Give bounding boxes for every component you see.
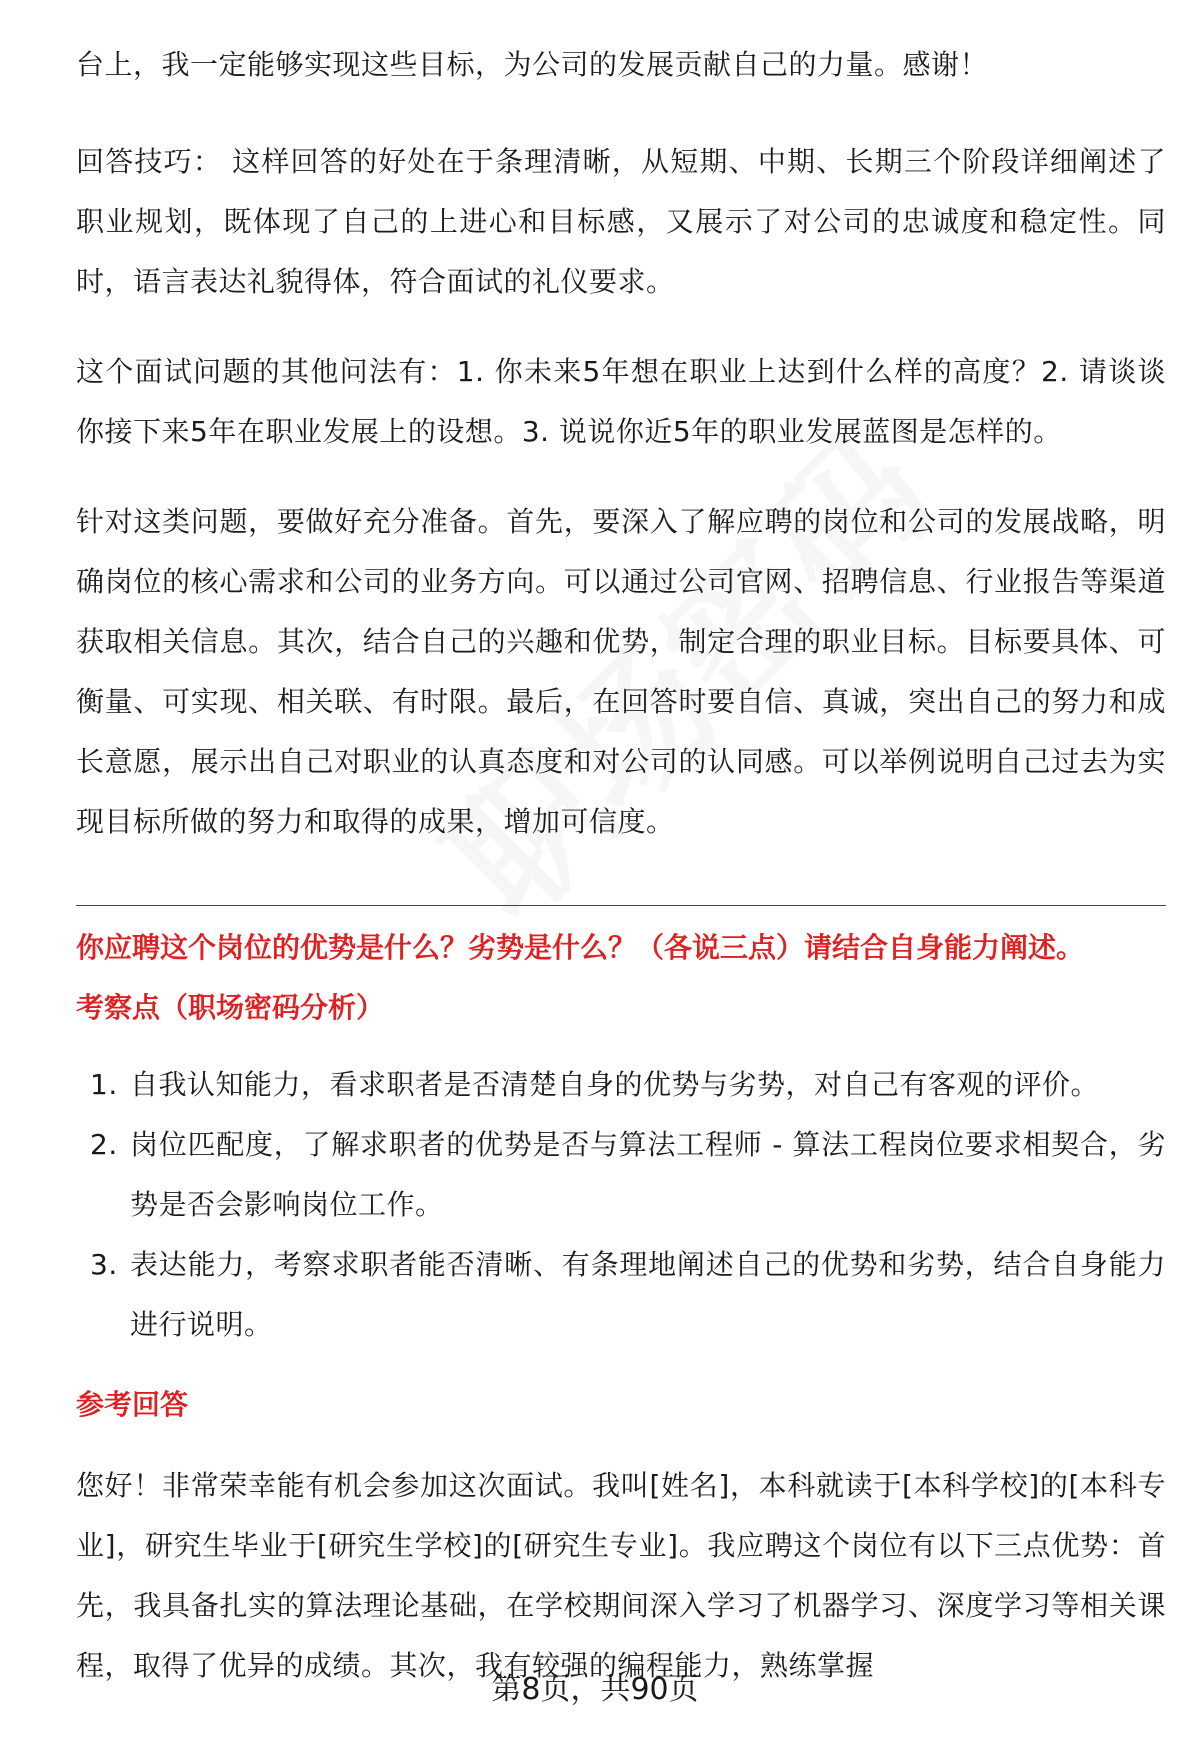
preparation-paragraph: 针对这类问题，要做好充分准备。首先，要深入了解应聘的岗位和公司的发展战略，明确岗位的核心需求和公司的业务方向。可以通过公司官网、招聘信息、行业报告等渠道获取相关信息。其次，结合自己的兴趣和优势，制定合理的职业目标。目标要具体、可衡量、可实现、相关联、有时限。最后，在回答时要自信、真诚，突出自己的努力和成长意愿，展示出自己对职业的认真态度和对公司的认同感。可以举例说明自己过去为实现目标所做的努力和取得的成果，增加可信度。 (76, 505, 1166, 838)
list-item: 2. 岗位匹配度，了解求职者的优势是否与算法工程师 - 算法工程岗位要求相契合，劣势是否会影响岗位工作。 (90, 1128, 1166, 1221)
list-item: 3. 表达能力，考察求职者能否清晰、有条理地阐述自己的优势和劣势，结合自身能力进行说明。 (90, 1248, 1166, 1341)
preparation-block (76, 492, 1166, 852)
examine-heading: 考察点（职场密码分析） (76, 991, 385, 1024)
list-item: 1. 自我认知能力，看求职者是否清楚自身的优势与劣势，对自己有客观的评价。 (90, 1068, 1100, 1101)
question-block (76, 918, 1166, 1038)
tip-paragraph: 回答技巧： 这样回答的好处在于条理清晰，从短期、中期、长期三个阶段详细阐述了职业规划，既体现了自己的上进心和目标感，又展示了对公司的忠诚度和稳定性。同时，语言表达礼貌得体，符合面试的礼仪要求。 (76, 145, 1166, 298)
tip-block (76, 132, 1166, 312)
reference-answer: 您好！非常荣幸能有机会参加这次面试。我叫[姓名]，本科就读于[本科学校]的[本科专业]，研究生毕业于[研究生学校]的[研究生专业]。我应聘这个岗位有以下三点优势：首先，我具备扎实的算法理论基础，在学校期间深入学习了机器学习、深度学习等相关课程，取得了优异的成绩。其次，我有较强的编程能力，熟练掌握 (76, 1469, 1166, 1682)
section-divider (76, 905, 1166, 906)
reference-answer-block (76, 1456, 1166, 1696)
reference-heading: 参考回答 (76, 1388, 189, 1421)
points-block (76, 1055, 1166, 1355)
other-questions-block (76, 342, 1166, 462)
points-list (76, 1055, 1166, 1355)
intro-line-block (76, 35, 1166, 95)
other-questions-paragraph: 这个面试问题的其他问法有：1. 你未来5年想在职业上达到什么样的高度？2. 请谈谈你接下来5年在职业发展上的设想。3. 说说你近5年的职业发展蓝图是怎样的。 (76, 355, 1166, 448)
question-title: 你应聘这个岗位的优势是什么？劣势是什么？（各说三点）请结合自身能力阐述。 (76, 931, 1085, 964)
page-number: 第8页，共90页 (491, 1672, 699, 1707)
reference-heading-block (76, 1375, 1166, 1435)
intro-line: 台上，我一定能够实现这些目标，为公司的发展贡献自己的力量。感谢！ (76, 48, 989, 81)
